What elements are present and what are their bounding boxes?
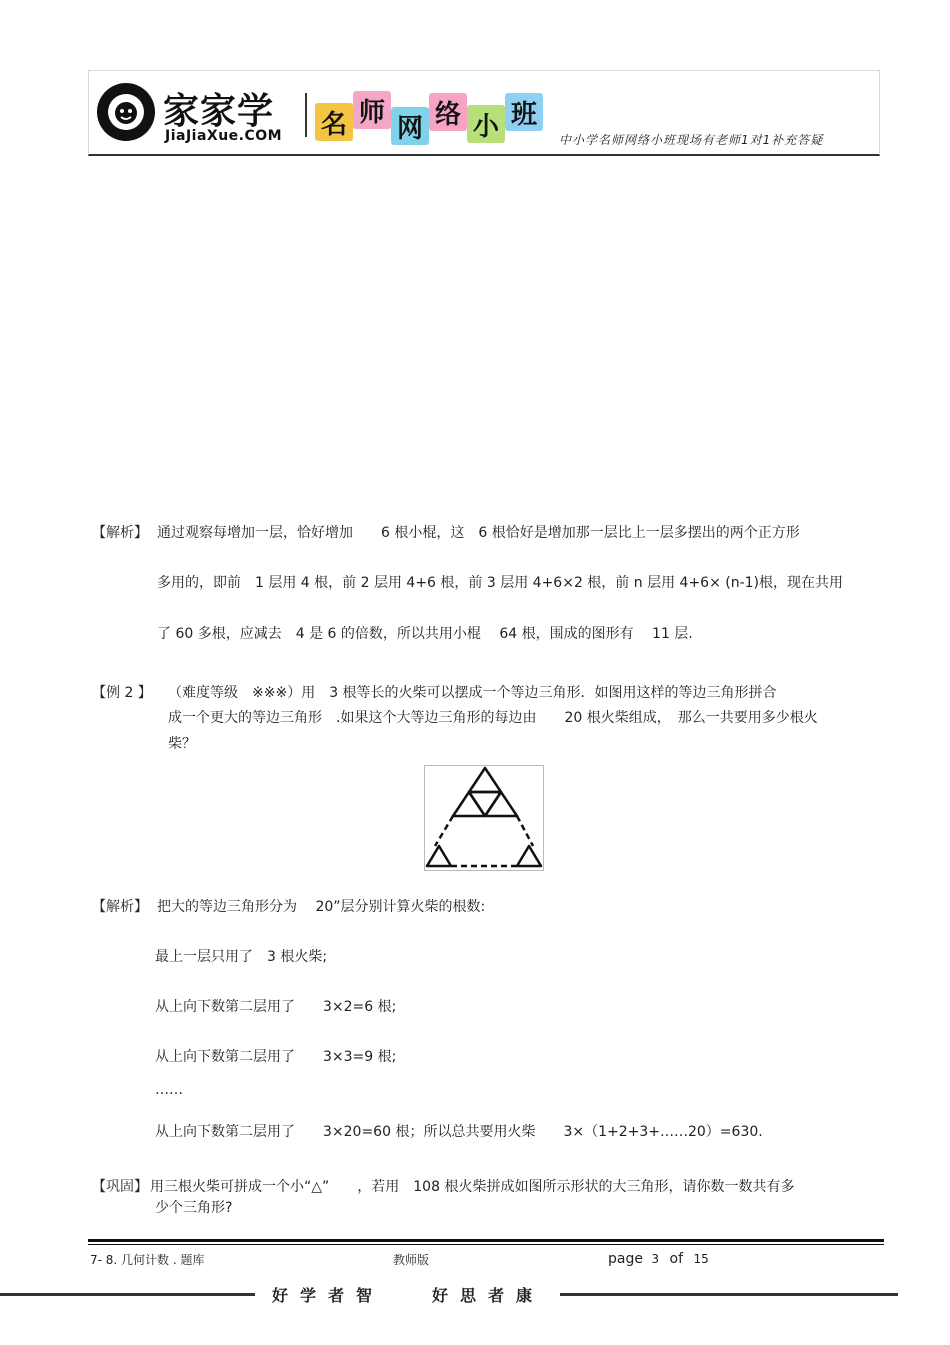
lion-logo-icon bbox=[97, 83, 155, 141]
top-triangle-2 bbox=[453, 792, 485, 816]
motto-right: 好思者康 bbox=[432, 1286, 545, 1305]
brand-name-cn: 家家学 bbox=[163, 91, 275, 132]
header-divider bbox=[305, 93, 307, 137]
class-title-tiles bbox=[315, 89, 545, 149]
footer-rule-thin bbox=[88, 1244, 884, 1245]
analysis1-line-1: 通过观察每增加一层，恰好增加 6 根小棍，这 6 根恰好是增加那一层比上一层多摆出的两个正方形 bbox=[157, 525, 800, 541]
analysis2-step-5: 从上向下数第二层用了 3×20=60 根；所以总共要用火柴 3×（1+2+3+……20）=630. bbox=[155, 1124, 763, 1140]
example2-line-3: 柴？ bbox=[168, 736, 196, 752]
analysis2-step-3: 从上向下数第二层用了 3×3=9 根; bbox=[155, 1049, 397, 1065]
tile-6: 班 bbox=[505, 93, 543, 131]
header-banner bbox=[88, 70, 880, 156]
tile-3: 网 bbox=[391, 107, 429, 145]
bottom-left-triangle bbox=[427, 846, 451, 866]
page-total: 15 bbox=[693, 1252, 709, 1266]
analysis1-line-2: 多用的，即前 1 层用 4 根，前 2 层用 4+6 根，前 3 层用 4+6×2 根，前 n 层用 4+6× (n-1)根，现在共用 bbox=[157, 575, 844, 591]
bottom-motto-band bbox=[0, 1283, 950, 1305]
footer-edition: 教师版 bbox=[393, 1253, 430, 1267]
tile-4: 络 bbox=[429, 93, 467, 131]
of-label: of bbox=[669, 1251, 684, 1267]
example-label-2: 【例 2 】 bbox=[92, 685, 152, 701]
motto-left: 好学者智 bbox=[272, 1286, 385, 1305]
tile-1: 名 bbox=[315, 103, 353, 141]
footer-page-info bbox=[608, 1251, 709, 1267]
left-dashed-edge bbox=[435, 816, 453, 846]
tile-2: 师 bbox=[353, 91, 391, 129]
top-triangle-3 bbox=[485, 792, 517, 816]
band-line-left bbox=[0, 1293, 255, 1296]
analysis2-step-2: 从上向下数第二层用了 3×2=6 根; bbox=[155, 999, 397, 1015]
brand-name-en: JiaJiaXue.COM bbox=[165, 128, 283, 144]
analysis2-step-4: …… bbox=[155, 1082, 183, 1098]
page-label: page bbox=[608, 1251, 643, 1267]
analysis-label-1: 【解析】 bbox=[92, 525, 148, 541]
footer-course-label: 7- 8. 几何计数 . 题库 bbox=[90, 1253, 205, 1267]
analysis2-intro: 把大的等边三角形分为 20”层分别计算火柴的根数: bbox=[157, 899, 486, 915]
tile-5: 小 bbox=[467, 105, 505, 143]
footer-rule-thick bbox=[88, 1239, 884, 1242]
triangle-diagram bbox=[425, 766, 543, 870]
bottom-right-triangle bbox=[517, 846, 541, 866]
example2-line-1: （难度等级 ※※※）用 3 根等长的火柴可以摆成一个等边三角形．如图用这样的等边三角形拼合 bbox=[168, 685, 777, 701]
analysis2-step-1: 最上一层只用了 3 根火柴; bbox=[155, 949, 328, 965]
consolidate-line-1: 用三根火柴可拼成一个小“△” ，若用 108 根火柴拼成如图所示形状的大三角形，请你数一数共有多 bbox=[150, 1179, 795, 1195]
consolidate-label: 【巩固】 bbox=[92, 1179, 148, 1195]
top-triangle-1 bbox=[469, 768, 501, 792]
right-dashed-edge bbox=[517, 816, 533, 846]
inverted-triangle bbox=[469, 792, 501, 816]
consolidate-line-2: 少个三角形? bbox=[155, 1200, 233, 1216]
page-number: 3 bbox=[651, 1252, 660, 1266]
analysis1-line-3: 了 60 多根，应减去 4 是 6 的倍数，所以共用小棍 64 根，围成的图形有 11 层. bbox=[157, 626, 693, 642]
example2-line-2: 成一个更大的等边三角形 .如果这个大等边三角形的每边由 20 根火柴组成， 那么一共要用多少根火 bbox=[168, 710, 818, 726]
band-line-right bbox=[560, 1293, 898, 1296]
matchstick-triangle-figure bbox=[424, 765, 544, 871]
analysis-label-2: 【解析】 bbox=[92, 899, 148, 915]
header-slogan: 中小学名师网络小班现场有老师1对1补充答疑 bbox=[559, 133, 824, 147]
